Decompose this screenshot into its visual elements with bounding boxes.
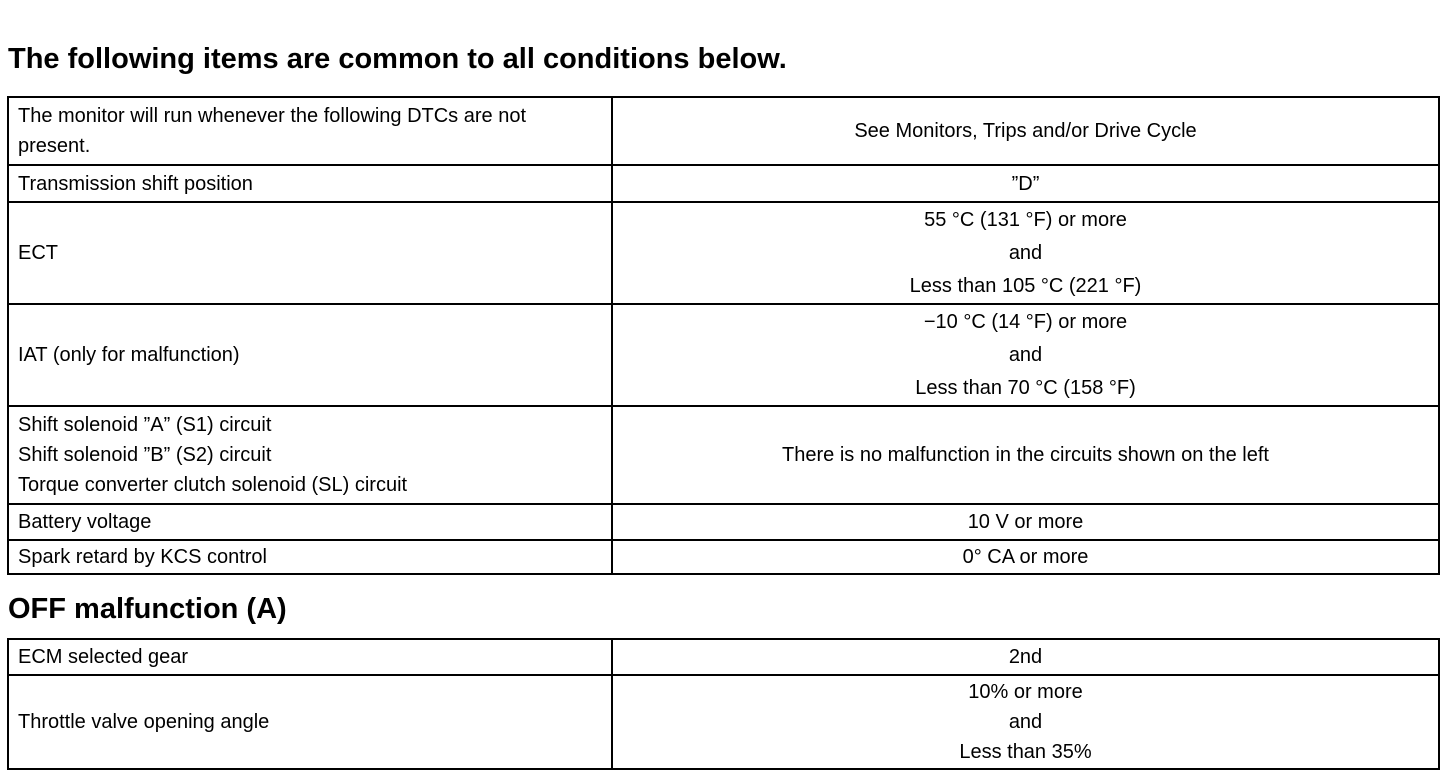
value-line: See Monitors, Trips and/or Drive Cycle	[854, 120, 1197, 142]
label-line: ECM selected gear	[18, 646, 189, 668]
condition-label	[8, 639, 612, 675]
condition-label	[8, 540, 612, 574]
condition-value	[612, 540, 1439, 574]
value-line: −10 °C (14 °F) or more	[923, 310, 1128, 333]
table-row	[8, 639, 1439, 675]
condition-value	[612, 304, 1439, 406]
label-line: Torque converter clutch solenoid (SL) circuit	[18, 474, 408, 496]
value-line: Less than 70 °C (158 °F)	[915, 376, 1136, 399]
label-line: Throttle valve opening angle	[18, 711, 270, 733]
common-conditions-table	[7, 96, 1440, 575]
value-line: and	[1008, 241, 1043, 264]
value-line: 10% or more	[968, 681, 1083, 703]
condition-value	[612, 406, 1439, 504]
condition-label	[8, 675, 612, 769]
condition-label	[8, 97, 612, 165]
label-line: present.	[18, 135, 91, 157]
label-line: Battery voltage	[18, 511, 152, 533]
label-line: Transmission shift position	[18, 172, 253, 195]
table-row	[8, 540, 1439, 574]
table-row	[8, 97, 1439, 165]
value-line: 0° CA or more	[962, 546, 1089, 568]
value-line: 10 V or more	[967, 511, 1084, 533]
label-line: Shift solenoid ”A” (S1) circuit	[18, 414, 272, 436]
value-line: and	[1008, 343, 1043, 366]
value-line: Less than 105 °C (221 °F)	[909, 274, 1142, 297]
condition-value	[612, 202, 1439, 304]
condition-value	[612, 504, 1439, 540]
table-row	[8, 202, 1439, 304]
label-line: Shift solenoid ”B” (S2) circuit	[18, 444, 272, 466]
condition-label	[8, 202, 612, 304]
value-line: ”D”	[1011, 172, 1040, 195]
section-heading-off-malfunction: OFF malfunction (A)	[8, 593, 287, 625]
label-line: IAT (only for malfunction)	[18, 344, 240, 366]
condition-value	[612, 165, 1439, 202]
condition-label	[8, 165, 612, 202]
condition-label	[8, 304, 612, 406]
off-malfunction-table	[7, 638, 1440, 770]
condition-value	[612, 639, 1439, 675]
value-line: Less than 35%	[959, 741, 1092, 763]
table-row	[8, 504, 1439, 540]
table-row	[8, 304, 1439, 406]
condition-value	[612, 675, 1439, 769]
label-line: Spark retard by KCS control	[18, 546, 267, 568]
table-row	[8, 165, 1439, 202]
label-line: ECT	[18, 242, 58, 264]
value-line: There is no malfunction in the circuits shown on the left	[782, 444, 1269, 466]
condition-label	[8, 406, 612, 504]
value-line: 55 °C (131 °F) or more	[924, 208, 1127, 231]
value-line: and	[1008, 711, 1043, 733]
table-row	[8, 675, 1439, 769]
label-line: The monitor will run whenever the following DTCs are not	[18, 105, 526, 127]
value-line: 2nd	[1008, 646, 1043, 668]
section-heading-common: The following items are common to all conditions below.	[8, 43, 787, 75]
condition-label	[8, 504, 612, 540]
condition-value	[612, 97, 1439, 165]
table-row	[8, 406, 1439, 504]
